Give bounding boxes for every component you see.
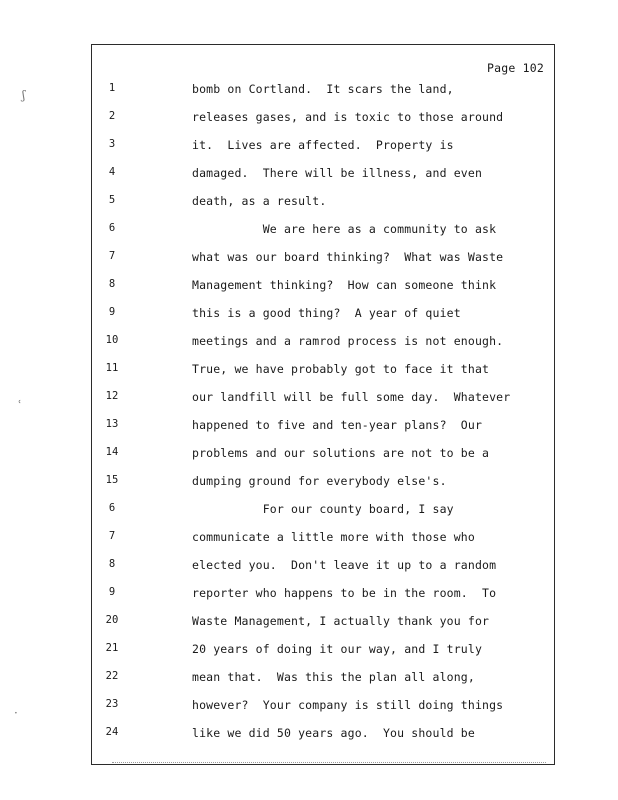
line-number: 11 <box>105 362 119 374</box>
transcript-line: what was our board thinking? What was Waste <box>192 250 504 264</box>
transcript-line: damaged. There will be illness, and even <box>192 166 483 180</box>
transcript-line: We are here as a community to ask <box>192 222 497 236</box>
scan-noise-border <box>112 759 546 763</box>
transcript-line: our landfill will be full some day. Whatever <box>192 390 511 404</box>
line-number: 23 <box>105 698 119 710</box>
transcript-line: elected you. Don't leave it up to a random <box>192 558 497 572</box>
transcript-line: problems and our solutions are not to be a <box>192 446 490 460</box>
transcript-line: For our county board, I say <box>192 502 454 516</box>
transcript-line: mean that. Was this the plan all along, <box>192 670 475 684</box>
transcript-line: happened to five and ten-year plans? Our <box>192 418 483 432</box>
line-number: 21 <box>105 642 119 654</box>
line-number: 3 <box>108 138 116 150</box>
line-number: 20 <box>105 614 119 626</box>
line-number: 7 <box>108 530 116 542</box>
line-number: 8 <box>108 558 116 570</box>
line-number: 5 <box>108 194 116 206</box>
line-number: 15 <box>105 474 119 486</box>
transcript-line: death, as a result. <box>192 194 327 208</box>
margin-mark-top: ʃ <box>22 88 26 102</box>
line-number: 9 <box>108 306 116 318</box>
margin-mark-bottom: · <box>14 706 18 720</box>
transcript-line: however? Your company is still doing things <box>192 698 504 712</box>
transcript-line: this is a good thing? A year of quiet <box>192 306 461 320</box>
line-number: 4 <box>108 166 116 178</box>
transcript-line: Waste Management, I actually thank you for <box>192 614 490 628</box>
transcript-line: reporter who happens to be in the room. To <box>192 586 497 600</box>
line-number: 6 <box>108 222 116 234</box>
margin-mark-middle: ʿ <box>18 398 22 412</box>
line-number: 7 <box>108 250 116 262</box>
line-number: 1 <box>108 82 116 94</box>
transcript-page <box>91 44 555 765</box>
line-number: 24 <box>105 726 119 738</box>
transcript-line: meetings and a ramrod process is not enough. <box>192 334 504 348</box>
line-number: 10 <box>105 334 119 346</box>
line-number: 2 <box>108 110 116 122</box>
line-number: 9 <box>108 586 116 598</box>
line-number: 22 <box>105 670 119 682</box>
transcript-line: communicate a little more with those who <box>192 530 475 544</box>
transcript-line: it. Lives are affected. Property is <box>192 138 454 152</box>
transcript-line: True, we have probably got to face it that <box>192 362 490 376</box>
transcript-line: bomb on Cortland. It scars the land, <box>192 82 454 96</box>
transcript-line: Management thinking? How can someone think <box>192 278 497 292</box>
page-number-header: Page 102 <box>487 61 544 75</box>
transcript-line: dumping ground for everybody else's. <box>192 474 447 488</box>
line-number: 12 <box>105 390 119 402</box>
line-number: 6 <box>108 502 116 514</box>
transcript-line: 20 years of doing it our way, and I truly <box>192 642 483 656</box>
line-number: 8 <box>108 278 116 290</box>
transcript-line: like we did 50 years ago. You should be <box>192 726 475 740</box>
line-number: 14 <box>105 446 119 458</box>
line-number: 13 <box>105 418 119 430</box>
transcript-line: releases gases, and is toxic to those around <box>192 110 504 124</box>
